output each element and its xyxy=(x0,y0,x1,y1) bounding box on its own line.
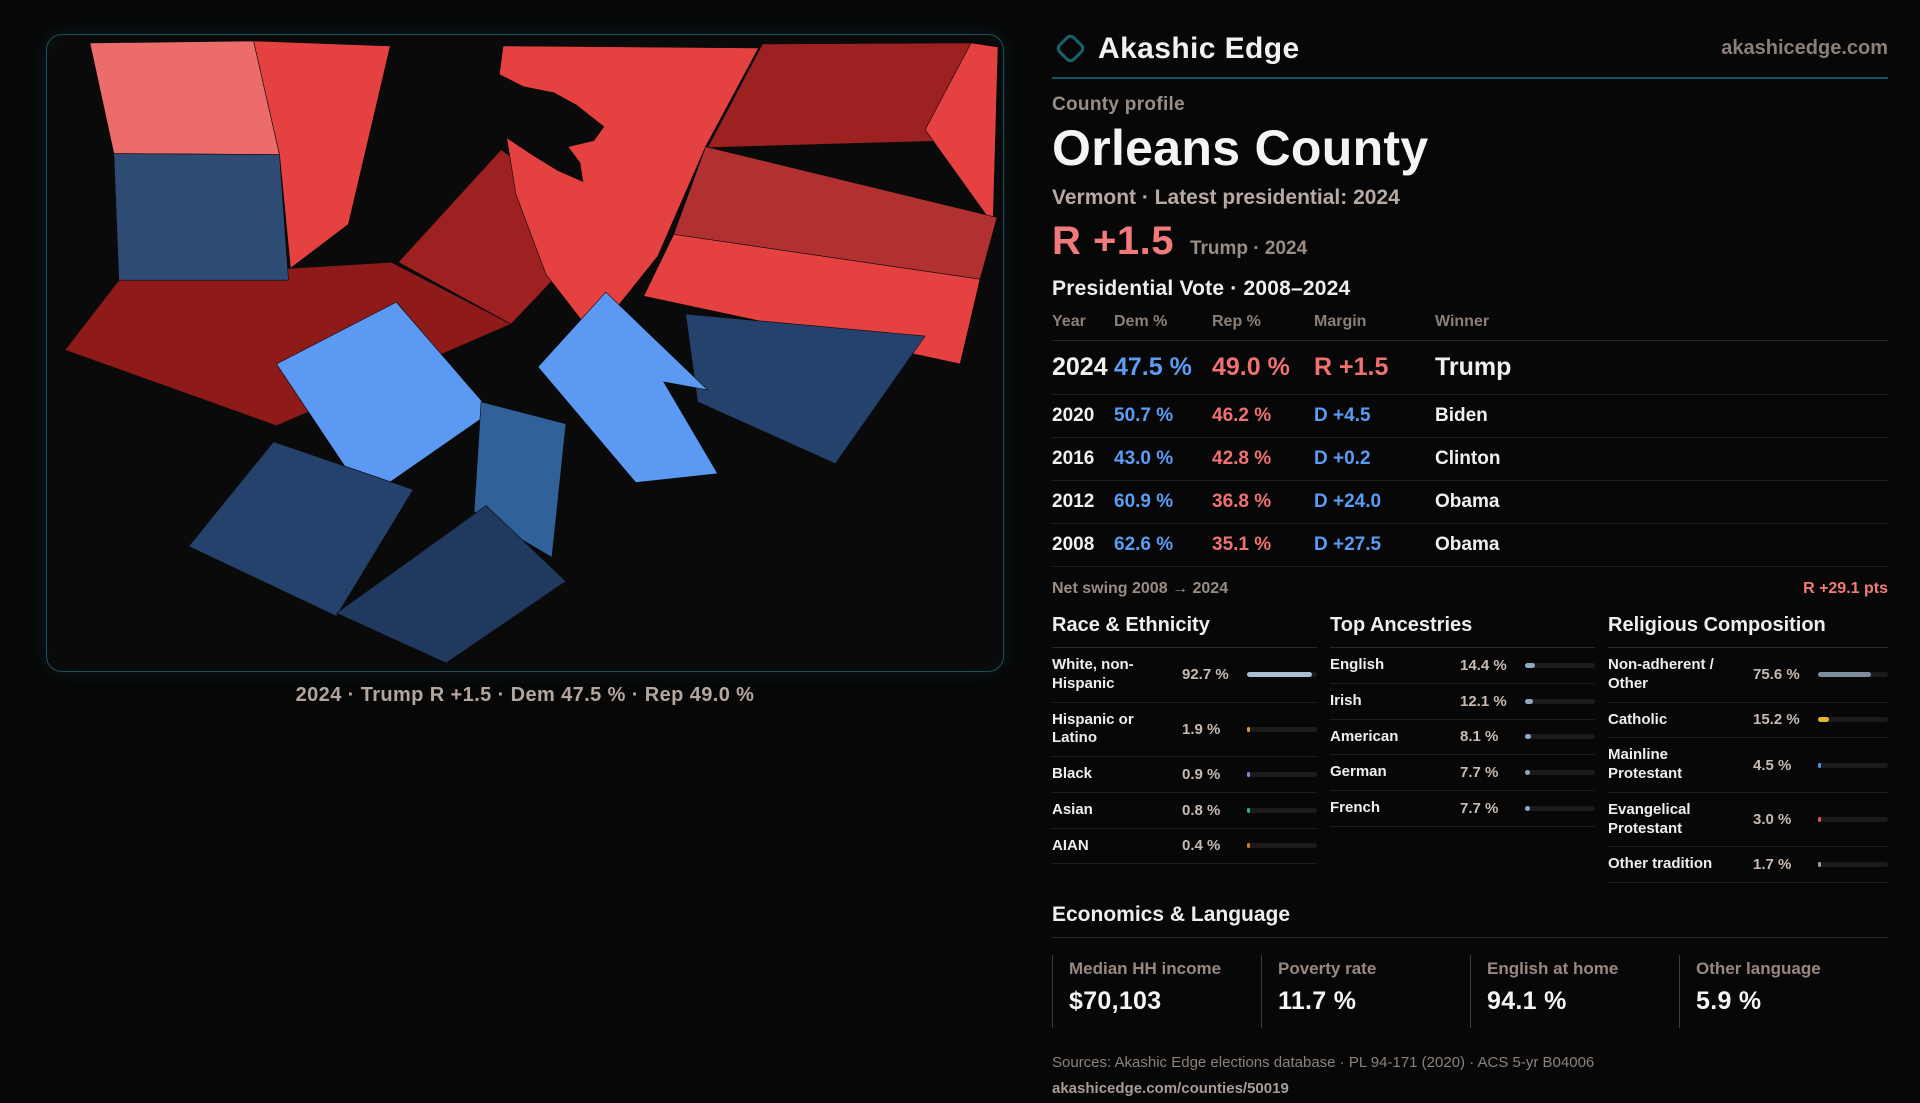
stat-bar-fill xyxy=(1525,663,1535,668)
stat-bar xyxy=(1247,672,1317,677)
stat-bar xyxy=(1818,817,1888,822)
county-map-svg xyxy=(47,35,1003,671)
stat-bar xyxy=(1247,808,1317,813)
stat-bar-fill xyxy=(1818,717,1829,722)
race-row xyxy=(1052,793,1317,829)
stat-value: 75.6 % xyxy=(1753,666,1800,684)
stat-bar xyxy=(1247,727,1317,732)
col-dem: Dem % xyxy=(1114,313,1168,330)
vote-table-header xyxy=(1052,313,1888,341)
vote-cell: Biden xyxy=(1435,405,1488,426)
religion-title: Religious Composition xyxy=(1608,614,1888,648)
page-title: Orleans County xyxy=(1052,120,1429,176)
stat-value: 12.1 % xyxy=(1460,692,1507,710)
footer-url: akashicedge.com/counties/50019 xyxy=(1052,1080,1289,1098)
brand-name: Akashic Edge xyxy=(1098,31,1300,65)
col-rep: Rep % xyxy=(1212,313,1261,330)
stat-label: AIAN xyxy=(1052,836,1089,854)
stat-bar xyxy=(1525,699,1595,704)
stat-value: 1.9 % xyxy=(1182,720,1221,738)
vote-cell: 47.5 % xyxy=(1114,353,1192,381)
ancestries-column xyxy=(1330,614,1595,883)
vote-cell: 2012 xyxy=(1052,491,1095,512)
net-swing-value: R +29.1 pts xyxy=(1803,580,1888,597)
col-winner: Winner xyxy=(1435,313,1490,330)
stat-label: Catholic xyxy=(1608,710,1668,728)
vote-row-2008 xyxy=(1052,524,1888,567)
stat-bar-fill xyxy=(1818,862,1821,867)
ancestries-row xyxy=(1330,684,1595,720)
vote-row-2024 xyxy=(1052,341,1888,395)
vote-cell: Trump xyxy=(1435,353,1512,381)
stat-label: Mainline Protestant xyxy=(1608,746,1683,782)
stat-value: 1.7 % xyxy=(1753,856,1792,874)
vote-cell: 2008 xyxy=(1052,534,1095,555)
vote-table-body xyxy=(1052,341,1888,567)
economics-stat-label: English at home xyxy=(1487,959,1619,978)
stat-bar-fill xyxy=(1247,843,1250,848)
vote-cell: 42.8 % xyxy=(1212,448,1272,469)
stat-bar xyxy=(1818,862,1888,867)
stat-bar-fill xyxy=(1247,672,1312,677)
stat-bar xyxy=(1525,734,1595,739)
economics-grid xyxy=(1052,955,1888,1028)
stat-bar xyxy=(1525,770,1595,775)
margin-badge: R +1.5 xyxy=(1052,219,1174,263)
ancestries-row xyxy=(1330,791,1595,827)
stat-label: Evangelical Protestant xyxy=(1608,800,1691,837)
economics-stat xyxy=(1052,955,1261,1028)
stat-value: 15.2 % xyxy=(1753,711,1800,729)
economics-stat-value: 5.9 % xyxy=(1696,987,1762,1015)
stat-bar xyxy=(1247,843,1317,848)
map-town-navy-east xyxy=(686,314,925,464)
vote-cell: D +27.5 xyxy=(1314,534,1382,555)
stat-value: 14.4 % xyxy=(1460,656,1507,674)
stat-bar-fill xyxy=(1247,727,1250,732)
ancestries-row xyxy=(1330,720,1595,756)
religion-row xyxy=(1608,648,1888,703)
stat-bar xyxy=(1818,717,1888,722)
vote-cell: D +0.2 xyxy=(1314,448,1371,469)
vote-cell: 2024 xyxy=(1052,353,1108,381)
stat-bar-fill xyxy=(1525,734,1531,739)
vote-cell: 36.8 % xyxy=(1212,491,1272,512)
stat-label: Irish xyxy=(1330,691,1362,709)
economics-stat-label: Other language xyxy=(1696,959,1821,978)
economics-stat xyxy=(1261,955,1470,1028)
stat-label: Other tradition xyxy=(1608,855,1713,873)
site-domain: akashicedge.com xyxy=(1721,37,1888,59)
footer xyxy=(1052,1050,1888,1103)
race-row xyxy=(1052,757,1317,793)
vote-cell: Obama xyxy=(1435,534,1500,555)
vote-row-2012 xyxy=(1052,481,1888,524)
race-row xyxy=(1052,829,1317,865)
col-margin: Margin xyxy=(1314,313,1367,330)
vote-cell: 49.0 % xyxy=(1212,353,1290,381)
religion-row xyxy=(1608,847,1888,883)
stat-label: German xyxy=(1330,763,1387,781)
vote-cell: R +1.5 xyxy=(1314,353,1389,381)
demographic-columns xyxy=(1052,614,1888,883)
stat-label: French xyxy=(1330,799,1381,816)
header xyxy=(1052,30,1888,67)
stat-bar xyxy=(1818,763,1888,768)
vote-cell: 2016 xyxy=(1052,448,1095,469)
religion-column xyxy=(1608,614,1888,883)
stat-value: 7.7 % xyxy=(1460,764,1499,782)
net-swing-label: Net swing 2008 → 2024 xyxy=(1052,580,1229,597)
race-row xyxy=(1052,648,1317,703)
stat-bar-fill xyxy=(1525,806,1530,811)
economics-stat-value: 11.7 % xyxy=(1278,987,1357,1015)
ancestries-list xyxy=(1330,648,1595,827)
kicker: County profile xyxy=(1052,94,1185,115)
vote-cell: 2020 xyxy=(1052,405,1095,426)
stat-bar-fill xyxy=(1818,672,1871,677)
stat-label: English xyxy=(1330,656,1385,673)
vote-cell: D +24.0 xyxy=(1314,491,1382,512)
ancestries-row xyxy=(1330,755,1595,791)
stat-label: Black xyxy=(1052,765,1093,782)
race-list xyxy=(1052,648,1317,864)
stat-value: 0.9 % xyxy=(1182,765,1221,783)
subtitle: Vermont · Latest presidential: 2024 xyxy=(1052,186,1400,209)
vote-cell: 43.0 % xyxy=(1114,448,1174,469)
economics-stat-label: Median HH income xyxy=(1069,959,1222,978)
county-map-panel xyxy=(46,34,1004,672)
vote-cell: Clinton xyxy=(1435,448,1501,469)
stat-bar-fill xyxy=(1818,763,1821,768)
economics-stat-value: $70,103 xyxy=(1069,987,1162,1015)
race-row xyxy=(1052,703,1317,758)
map-town-salmon-northwest xyxy=(90,41,280,155)
stat-bar xyxy=(1247,772,1317,777)
vote-table-title: Presidential Vote · 2008–2024 xyxy=(1052,277,1351,300)
stat-bar-fill xyxy=(1247,808,1250,813)
vote-cell: 46.2 % xyxy=(1212,405,1272,426)
net-swing-row xyxy=(1052,567,1888,598)
vote-row-2016 xyxy=(1052,438,1888,481)
stat-bar xyxy=(1525,663,1595,668)
stat-label: Non-adherent / Other xyxy=(1608,656,1714,692)
economics-stat xyxy=(1470,955,1679,1028)
vote-row-2020 xyxy=(1052,395,1888,438)
margin-note: Trump · 2024 xyxy=(1189,238,1308,259)
economics-title: Economics & Language xyxy=(1052,903,1888,938)
stat-label: Hispanic or Latino xyxy=(1052,710,1134,747)
ancestries-row xyxy=(1330,648,1595,684)
stat-value: 8.1 % xyxy=(1460,728,1499,746)
margin-row xyxy=(1052,219,1888,264)
religion-row xyxy=(1608,703,1888,739)
economics-stat-value: 94.1 % xyxy=(1487,987,1567,1015)
stat-value: 4.5 % xyxy=(1753,756,1792,774)
col-year: Year xyxy=(1052,313,1086,330)
map-town-navy-west xyxy=(114,154,289,281)
stat-bar-fill xyxy=(1818,817,1821,822)
county-profile-panel xyxy=(1052,30,1888,1103)
map-caption: 2024 · Trump R +1.5 · Dem 47.5 % · Rep 49.0 % xyxy=(295,684,755,706)
stat-label: American xyxy=(1330,727,1399,745)
vote-cell: 62.6 % xyxy=(1114,534,1174,555)
race-column xyxy=(1052,614,1317,883)
religion-row xyxy=(1608,793,1888,848)
footer-sources: Sources: Akashic Edge elections database · PL 94-171 (2020) · ACS 5-yr B04006 xyxy=(1052,1054,1595,1071)
race-title: Race & Ethnicity xyxy=(1052,614,1317,648)
stat-bar xyxy=(1818,672,1888,677)
vote-cell: 60.9 % xyxy=(1114,491,1174,512)
vote-cell: D +4.5 xyxy=(1314,405,1371,426)
stat-bar-fill xyxy=(1525,699,1533,704)
vote-cell: 50.7 % xyxy=(1114,405,1174,426)
religion-row xyxy=(1608,738,1888,793)
economics-stat-label: Poverty rate xyxy=(1278,959,1377,978)
stat-value: 92.7 % xyxy=(1182,666,1229,684)
stat-value: 0.8 % xyxy=(1182,801,1221,819)
stat-label: Asian xyxy=(1052,800,1093,818)
stat-value: 7.7 % xyxy=(1460,799,1499,817)
religion-list xyxy=(1608,648,1888,883)
economics-stat xyxy=(1679,955,1888,1028)
stat-bar-fill xyxy=(1525,770,1530,775)
stat-bar xyxy=(1525,806,1595,811)
stat-label: White, non-Hispanic xyxy=(1052,656,1134,692)
stat-value: 0.4 % xyxy=(1182,837,1221,855)
stat-value: 3.0 % xyxy=(1753,811,1792,828)
vote-cell: Obama xyxy=(1435,491,1500,512)
brand-diamond-icon xyxy=(1054,32,1087,65)
ancestries-title: Top Ancestries xyxy=(1330,614,1595,648)
header-divider xyxy=(1052,77,1888,79)
stat-bar-fill xyxy=(1247,772,1250,777)
vote-cell: 35.1 % xyxy=(1212,534,1272,555)
